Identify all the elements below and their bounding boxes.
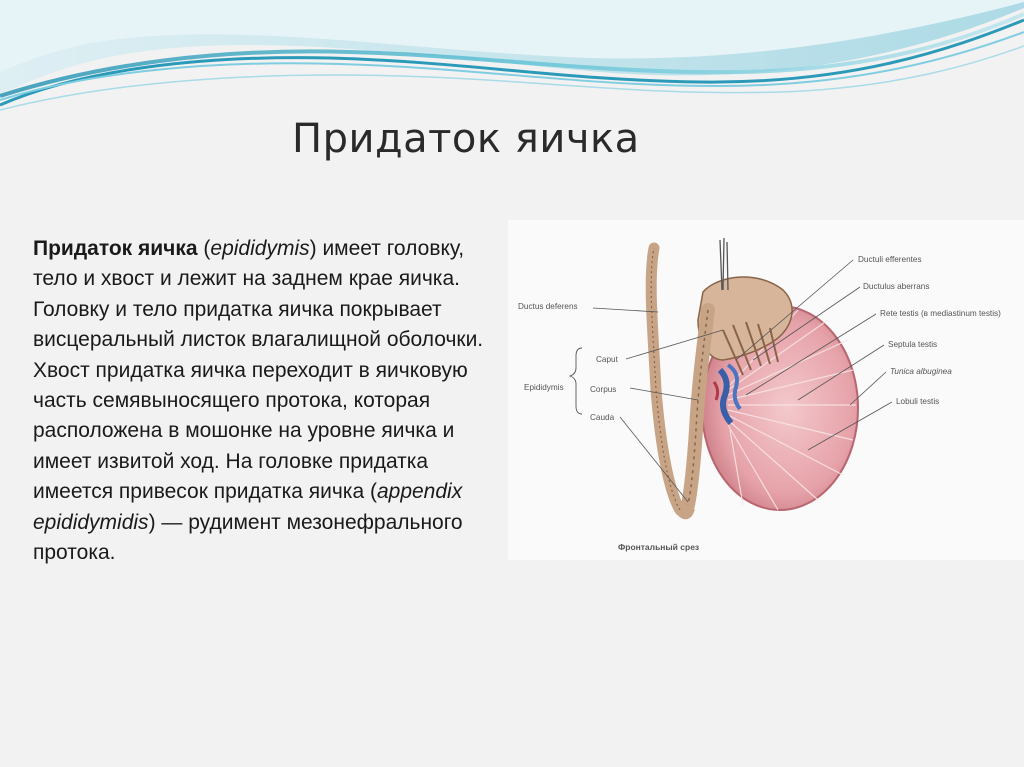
- body-paragraph: Придаток яичка (epididymis) имеет головку, тело и хвост и лежит на заднем крае яичка. Головку и тело придатка яичка покрывает висцеральный листок влагалищной оболочки. Хвост придатка яичка переходит в яичковую часть семявыносящего протока, которая расположена в мошонке на уровне яичка и имеет извитой ход. На головке придатка имеется привесок придатка яичка (appendix epididymidis) — рудимент мезонефрального протока.: [33, 237, 484, 565]
- label-lobuli-testis: Lobuli testis: [896, 397, 940, 406]
- epididymis-brace: [570, 348, 582, 414]
- label-cauda: Cauda: [590, 413, 615, 422]
- paragraph-text-2: — рудимент мезонефрального протока.: [33, 510, 463, 565]
- epididymis-illustration: [508, 220, 1024, 560]
- slide-title: Придаток яичка: [292, 116, 640, 162]
- latin-term-appendix: appendix epididymidis: [33, 480, 463, 534]
- anatomy-figure: [508, 220, 1024, 560]
- label-ductus-deferens: Ductus deferens: [518, 302, 578, 311]
- label-ductulus-aberrans: Ductulus aberrans: [863, 282, 930, 291]
- wave-decoration: [0, 0, 1024, 120]
- paragraph-text-1: имеет головку, тело и хвост и лежит на заднем крае яичка. Головку и тело придатка яичка покрывает висцеральный листок влагалищной оболочки. Хвост придатка яичка переходит в яичковую часть семявыносящего протока, которая расположена в мошонке на уровне яичка и имеет извитой ход. На головке придатка имеется привесок придатка яичка: [33, 237, 484, 504]
- label-caput: Caput: [596, 355, 618, 364]
- label-epididymis: Epididymis: [524, 383, 564, 392]
- bold-term: Придаток яичка: [33, 237, 198, 260]
- label-ductuli-efferentes: Ductuli efferentes: [858, 255, 922, 264]
- label-corpus: Corpus: [590, 385, 617, 394]
- label-rete-testis: Rete testis (в mediastinum testis): [880, 309, 1001, 318]
- label-septula-testis: Septula testis: [888, 340, 938, 349]
- label-tunica-albuginea: Tunica albuginea: [890, 367, 952, 376]
- latin-term-epididymis: epididymis: [210, 237, 310, 260]
- figure-caption: Фронтальный срез: [618, 542, 700, 552]
